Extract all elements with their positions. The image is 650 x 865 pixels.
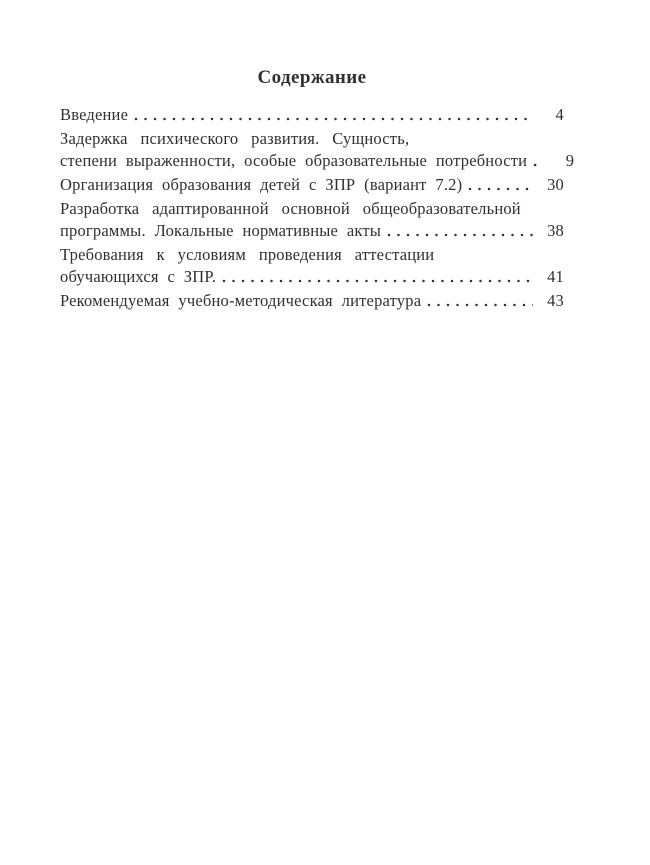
page-number: 41 <box>547 267 564 286</box>
dot-leader <box>533 162 543 168</box>
dot-leader <box>387 232 533 238</box>
toc-entry-text: программы. Локальные нормативные акты <box>60 221 382 240</box>
toc-entry-text: степени выраженности, особые образовательные потребности <box>60 151 528 170</box>
dot-leader <box>427 302 533 308</box>
page-number: 38 <box>547 221 564 240</box>
dot-leader <box>222 278 533 284</box>
toc-entry-text: Рекомендуемая учебно-методическая литература <box>60 291 422 310</box>
toc-entry-lastline <box>60 266 564 288</box>
toc-section <box>60 66 575 314</box>
toc-entry-text: Введение <box>60 105 129 124</box>
page-number: 4 <box>555 105 564 124</box>
toc-entry-lastline <box>60 174 564 196</box>
toc-entry-text: обучающихся с ЗПР. <box>60 267 217 286</box>
toc-entry <box>60 104 564 126</box>
toc-entry <box>60 128 575 172</box>
toc-entry <box>60 174 564 196</box>
dot-leader <box>468 186 533 192</box>
toc-entry-lastline <box>60 220 564 242</box>
toc-entry-text: Организация образования детей с ЗПР (вариант 7.2) <box>60 175 463 194</box>
page-number: 30 <box>547 175 564 194</box>
toc-entry-line: Требования к условиям проведения аттестации <box>60 245 435 264</box>
page-number: 9 <box>565 151 575 170</box>
toc-entry-lastline <box>60 150 575 172</box>
toc-entry-line: Разработка адаптированной основной общеобразовательной <box>60 199 521 218</box>
toc-entry <box>60 244 564 288</box>
dot-leader <box>134 116 533 122</box>
page-title: Содержание <box>257 67 367 88</box>
toc-entry-lastline <box>60 290 564 312</box>
toc-entry-lastline <box>60 104 564 126</box>
toc-entry <box>60 198 564 242</box>
toc-list <box>60 104 575 312</box>
toc-entry <box>60 290 564 312</box>
page-number: 43 <box>547 291 564 310</box>
toc-entry-line: Задержка психического развития. Сущность, <box>60 129 410 148</box>
